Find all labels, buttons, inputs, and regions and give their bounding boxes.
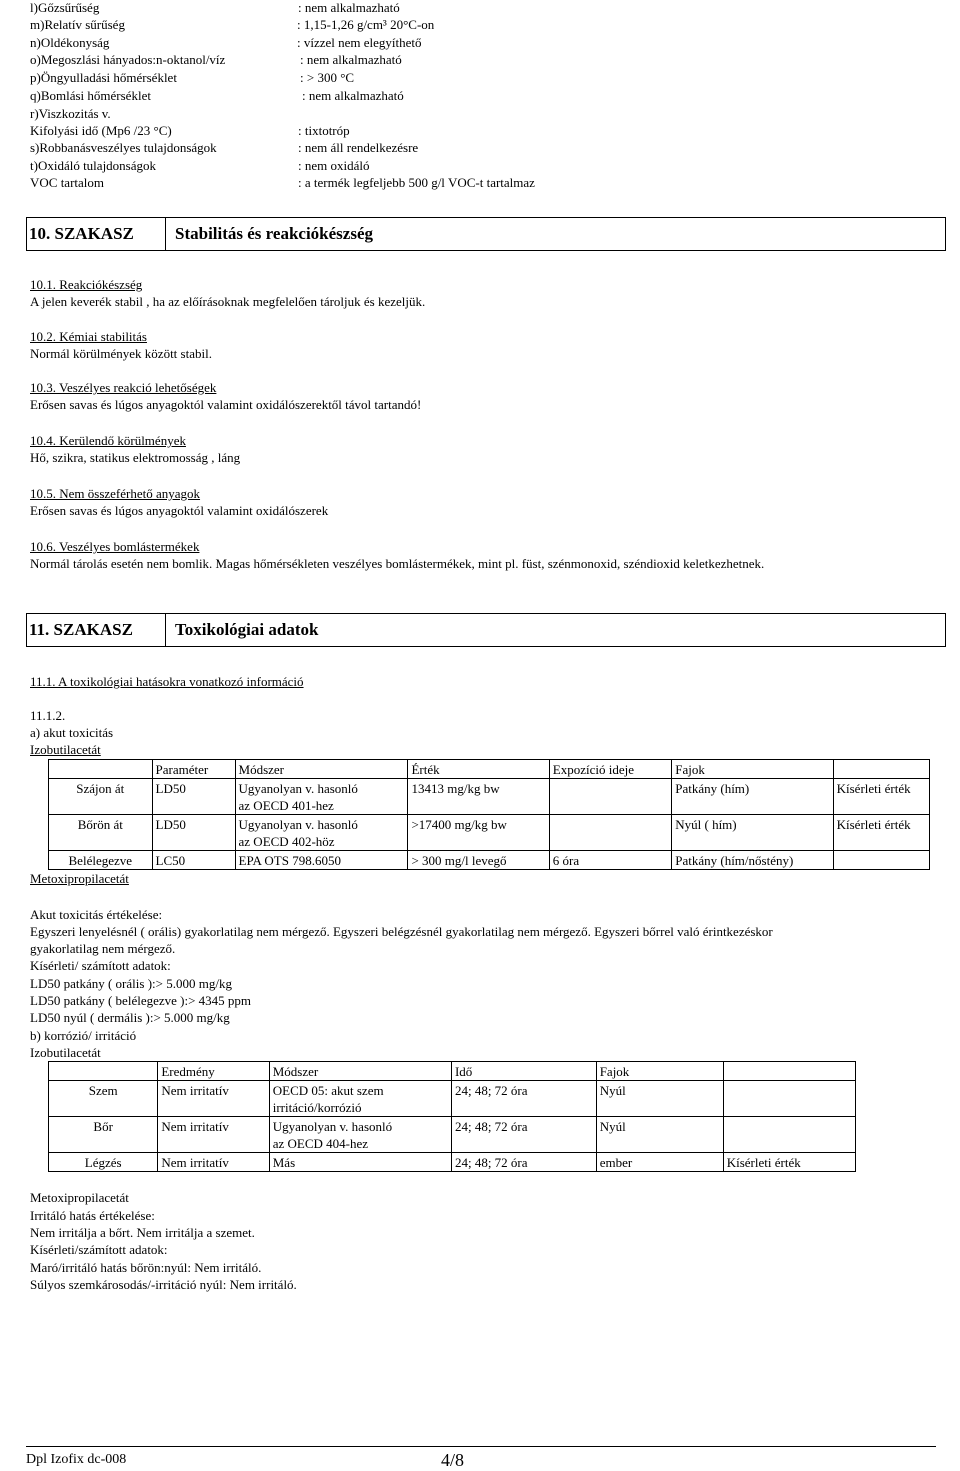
text-line: Súlyos szemkárosodás/-irritáció nyúl: Nem irritáló. <box>30 1277 297 1292</box>
subsection-text: Normál tárolás esetén nem bomlik. Magas hőmérsékleten veszélyes bomlástermékek, mint pl. füst, szénmonoxid, széndioxid keletkezhetnek. <box>30 556 765 571</box>
property-label: q)Bomlási hőmérséklet <box>30 88 151 103</box>
column-header: Módszer <box>269 1062 451 1081</box>
property-value: : 1,15-1,26 g/cm³ 20°C-on <box>297 17 435 32</box>
species-cell: Nyúl <box>596 1081 723 1117</box>
property-value: : > 300 °C <box>300 70 355 85</box>
species-cell: Patkány (hím/nőstény) <box>672 851 833 870</box>
table-row <box>49 1081 856 1117</box>
property-value: : tixtotróp <box>298 123 350 138</box>
section-title: Toxikológiai adatok <box>175 620 319 639</box>
column-header: Módszer <box>235 760 408 779</box>
property-label: t)Oxidáló tulajdonságok <box>30 158 157 173</box>
note-cell: Kísérleti érték <box>833 779 929 815</box>
property-row <box>30 88 930 105</box>
species-cell: Patkány (hím) <box>672 779 833 815</box>
result-cell: Nem irritatív <box>158 1081 269 1117</box>
table-cell <box>49 760 153 779</box>
section-10-header <box>26 217 946 251</box>
acute-toxicity-label: a) akut toxicitás <box>30 725 114 740</box>
result-cell: Nem irritatív <box>158 1117 269 1153</box>
property-row <box>30 123 930 140</box>
text-line: Nem irritálja a bőrt. Nem irritálja a szemet. <box>30 1225 255 1240</box>
method-cell <box>235 815 408 851</box>
table-row <box>49 1117 856 1153</box>
substance-name: Metoxipropilacetát <box>30 871 129 886</box>
column-header: Paraméter <box>152 760 235 779</box>
time-cell <box>549 815 671 851</box>
method-cell: Más <box>269 1153 451 1172</box>
route-cell: Bőrön át <box>49 815 153 851</box>
section-title: Stabilitás és reakciókészség <box>175 224 374 243</box>
subsection-heading: 10.3. Veszélyes reakció lehetőségek <box>30 380 217 395</box>
column-header: Eredmény <box>158 1062 269 1081</box>
subsection-10-4 <box>30 433 240 466</box>
property-label: p)Öngyulladási hőmérséklet <box>30 70 177 85</box>
time-cell <box>549 779 671 815</box>
property-label: s)Robbanásveszélyes tulajdonságok <box>30 140 217 155</box>
subsection-text: Normál körülmények között stabil. <box>30 346 212 361</box>
route-cell: Szem <box>49 1081 158 1117</box>
section-number: 11. SZAKASZ <box>29 620 133 639</box>
column-header: Fajok <box>672 760 833 779</box>
param-cell: LC50 <box>152 851 235 870</box>
property-label: l)Gőzsűrűség <box>30 0 100 15</box>
text-line: Kísérleti/számított adatok: <box>30 1242 168 1257</box>
property-label: r)Viszkozitás v. <box>30 106 111 121</box>
subsection-heading: 11.1. A toxikológiai hatásokra vonatkozó információ <box>30 674 304 689</box>
subsection-text: Erősen savas és lúgos anyagoktól valamint oxidálószerek <box>30 503 329 518</box>
text-line: gyakorlatilag nem mérgező. <box>30 941 176 956</box>
subsection-heading: 10.4. Kerülendő körülmények <box>30 433 186 448</box>
section-11-header <box>26 613 946 647</box>
value-cell: > 300 mg/l levegő <box>408 851 549 870</box>
method-line: Ugyanolyan v. hasonló <box>272 1119 393 1134</box>
subsection-text: Hő, szikra, statikus elektromosság , láng <box>30 450 241 465</box>
property-value: : nem alkalmazható <box>298 0 400 15</box>
note-cell: Kísérleti érték <box>723 1153 855 1172</box>
property-row <box>30 106 930 123</box>
column-header: Expozíció ideje <box>549 760 671 779</box>
text-line: LD50 nyúl ( dermális ):> 5.000 mg/kg <box>30 1010 230 1025</box>
property-row <box>30 52 930 69</box>
species-cell: Nyúl <box>596 1117 723 1153</box>
table-row <box>49 1153 856 1172</box>
method-line: az OECD 401-hez <box>238 798 334 813</box>
method-line: OECD 05: akut szem <box>272 1083 384 1098</box>
property-value: : nem alkalmazható <box>300 52 402 67</box>
text-line: Maró/irritáló hatás bőrön:nyúl: Nem irritáló. <box>30 1260 262 1275</box>
property-row <box>30 35 930 52</box>
irritation-table <box>48 1061 856 1172</box>
table-cell <box>49 1062 158 1081</box>
route-cell: Bőr <box>49 1117 158 1153</box>
method-cell <box>269 1117 451 1153</box>
value-cell: 13413 mg/kg bw <box>408 779 549 815</box>
property-row <box>30 175 930 192</box>
property-row <box>30 0 930 17</box>
species-cell: Nyúl ( hím) <box>672 815 833 851</box>
table-row <box>49 851 930 870</box>
route-cell: Légzés <box>49 1153 158 1172</box>
column-header: Érték <box>408 760 549 779</box>
property-value: : a termék legfeljebb 500 g/l VOC-t tartalmaz <box>298 175 535 190</box>
text-line: Metoxipropilacetát <box>30 1190 129 1205</box>
subsection-number: 11.1.2. <box>30 708 66 723</box>
subsection-text: A jelen keverék stabil , ha az előírásoknak megfelelően tároljuk és kezeljük. <box>30 294 426 309</box>
property-label: Kifolyási idő (Mp6 /23 °C) <box>30 123 172 138</box>
text-line: Irritáló hatás értékelése: <box>30 1208 155 1223</box>
species-cell: ember <box>596 1153 723 1172</box>
substance-name: Izobutilacetát <box>30 742 101 757</box>
param-cell: LD50 <box>152 815 235 851</box>
property-label: VOC tartalom <box>30 175 105 190</box>
text-line: LD50 patkány ( orális ):> 5.000 mg/kg <box>30 976 232 991</box>
text-line: Akut toxicitás értékelése: <box>30 907 163 922</box>
subsection-heading: 10.2. Kémiai stabilitás <box>30 329 147 344</box>
text-line: LD50 patkány ( belélegezve ):> 4345 ppm <box>30 993 252 1008</box>
method-line: az OECD 404-hez <box>272 1136 369 1151</box>
route-cell: Szájon át <box>49 779 153 815</box>
table-header-row <box>49 760 930 779</box>
subsection-10-3 <box>30 380 421 413</box>
property-value: : vízzel nem elegyíthető <box>297 35 422 50</box>
table-cell <box>723 1062 855 1081</box>
header-divider <box>165 218 166 250</box>
property-row <box>30 158 930 175</box>
header-divider <box>165 614 166 646</box>
property-label: o)Megoszlási hányados:n-oktanol/víz <box>30 52 226 67</box>
table-row <box>49 815 930 851</box>
note-cell <box>723 1081 855 1117</box>
column-header: Idő <box>451 1062 596 1081</box>
method-line: Ugyanolyan v. hasonló <box>238 781 358 796</box>
route-cell: Belélegezve <box>49 851 153 870</box>
property-value: : nem oxidáló <box>298 158 370 173</box>
value-cell: >17400 mg/kg bw <box>408 815 549 851</box>
note-cell <box>833 851 929 870</box>
property-row <box>30 70 930 87</box>
footer-rule <box>26 1446 936 1447</box>
text-line: Egyszeri lenyelésnél ( orális) gyakorlatilag nem mérgező. Egyszeri belégzésnél gyakorlatilag nem mérgező. Egyszeri bőrrel való érintkezéskor <box>30 924 773 939</box>
table-row <box>49 779 930 815</box>
time-cell: 24; 48; 72 óra <box>451 1153 596 1172</box>
param-cell: LD50 <box>152 779 235 815</box>
property-value: : nem áll rendelkezésre <box>298 140 419 155</box>
column-header: Fajok <box>596 1062 723 1081</box>
text-line: Kísérleti/ számított adatok: <box>30 958 171 973</box>
note-cell: Kísérleti érték <box>833 815 929 851</box>
method-line: az OECD 402-höz <box>238 834 335 849</box>
method-cell <box>269 1081 451 1117</box>
subsection-10-6 <box>30 539 764 572</box>
page-number: 4/8 <box>441 1450 465 1470</box>
method-cell: EPA OTS 798.6050 <box>235 851 408 870</box>
method-line: Ugyanolyan v. hasonló <box>238 817 358 832</box>
property-label: n)Oldékonyság <box>30 35 110 50</box>
note-cell <box>723 1117 855 1153</box>
subsection-10-1 <box>30 277 425 310</box>
acute-toxicity-table <box>48 759 930 870</box>
table-header-row <box>49 1062 856 1081</box>
subsection-10-2 <box>30 329 212 362</box>
subsection-10-5 <box>30 486 328 519</box>
method-cell <box>235 779 408 815</box>
time-cell: 6 óra <box>549 851 671 870</box>
result-cell: Nem irritatív <box>158 1153 269 1172</box>
time-cell: 24; 48; 72 óra <box>451 1081 596 1117</box>
property-row <box>30 140 930 157</box>
text-line: Izobutilacetát <box>30 1045 101 1060</box>
table-cell <box>833 760 929 779</box>
section-number: 10. SZAKASZ <box>29 224 134 243</box>
method-line: irritáció/korrózió <box>272 1100 362 1115</box>
property-row <box>30 17 930 34</box>
subsection-text: Erősen savas és lúgos anyagoktól valamint oxidálószerektől távol tartandó! <box>30 397 422 412</box>
property-value: : nem alkalmazható <box>302 88 404 103</box>
subsection-heading: 10.6. Veszélyes bomlástermékek <box>30 539 200 554</box>
footer-document-id: Dpl Izofix dc-008 <box>26 1452 127 1467</box>
property-label: m)Relatív sűrűség <box>30 17 125 32</box>
subsection-heading: 10.5. Nem összeférhető anyagok <box>30 486 201 501</box>
text-line: b) korrózió/ irritáció <box>30 1028 137 1043</box>
time-cell: 24; 48; 72 óra <box>451 1117 596 1153</box>
subsection-heading: 10.1. Reakciókészség <box>30 277 143 292</box>
